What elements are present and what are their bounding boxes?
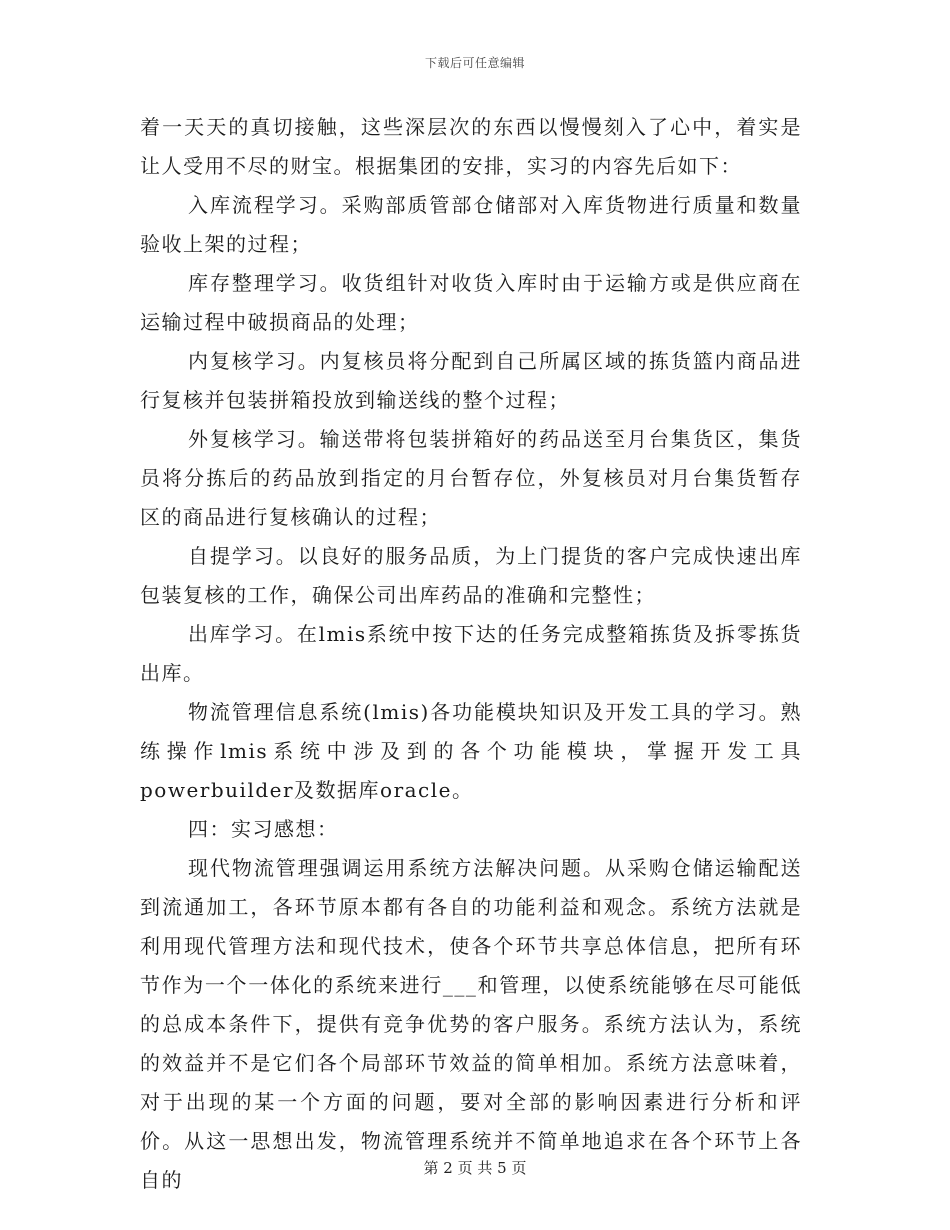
paragraph-inventory: 库存整理学习。收货组针对收货入库时由于运输方或是供应商在运输过程中破损商品的处理； bbox=[140, 271, 802, 334]
paragraph-reflections: 现代物流管理强调运用系统方法解决问题。从采购仓储运输配送到流通加工，各环节原本都有各自的功能利益和观念。系统方法就是利用现代管理方法和现代技术，使各个环节共享总体信息，把所有环节作为一个一体化的系统来进行___和管理，以使系统能够在尽可能低的总成本条件下，提供有竞争优势的客户服务。系统方法认为，系统的效益并不是它们各个局部环节效益的简单相加。系统方法意味着，对于出现的某一个方面的问题，要对全部的影响因素进行分析和评价。从这一思想出发，物流管理系统并不简单地追求在各个环节上各自的 bbox=[140, 856, 802, 1192]
header-note: 下载后可任意编辑 bbox=[424, 56, 525, 70]
paragraph-internal-review: 内复核学习。内复核员将分配到自己所属区域的拣货篮内商品进行复核并包装拼箱投放到输送线的整个过程； bbox=[140, 349, 802, 412]
paragraph-lmis: 物流管理信息系统(lmis)各功能模块知识及开发工具的学习。熟练操作lmis系统中涉及到的各个功能模块，掌握开发工具powerbuilder及数据库oracle。 bbox=[140, 700, 802, 802]
paragraph-continuation: 着一天天的真切接触，这些深层次的东西以慢慢刻入了心中，着实是让人受用不尽的财宝。根据集团的安排，实习的内容先后如下： bbox=[140, 115, 802, 178]
document-body bbox=[140, 108, 802, 1200]
paragraph-outbound: 出库学习。在lmis系统中按下达的任务完成整箱拣货及拆零拣货出库。 bbox=[140, 622, 802, 685]
paragraph-inbound-process: 入库流程学习。采购部质管部仓储部对入库货物进行质量和数量验收上架的过程； bbox=[140, 193, 802, 256]
section-heading-reflections: 四：实习感想： bbox=[188, 817, 339, 841]
page-number: 第 2 页 共 5 页 bbox=[423, 1159, 527, 1177]
paragraph-self-pickup: 自提学习。以良好的服务品质，为上门提货的客户完成快速出库包装复核的工作，确保公司出库药品的准确和完整性； bbox=[140, 544, 802, 607]
paragraph-external-review: 外复核学习。输送带将包装拼箱好的药品送至月台集货区，集货员将分拣后的药品放到指定的月台暂存位，外复核员对月台集货暂存区的商品进行复核确认的过程； bbox=[140, 427, 802, 529]
